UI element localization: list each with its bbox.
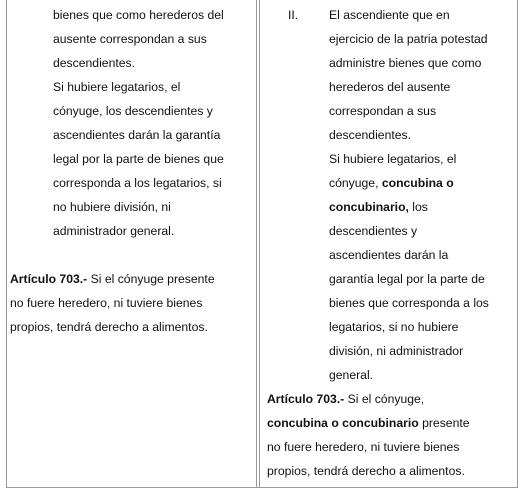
right-par2-line — [329, 176, 454, 191]
right-par2-line: Si hubiere legatarios, el — [329, 152, 457, 166]
right-par2-line — [329, 200, 428, 215]
right-article-703-line: propios, tendrá derecho a alimentos. — [267, 464, 465, 478]
right-par2-line: ascendientes darán la — [329, 248, 449, 262]
right-article-703-bold-text: concubina o concubinario — [267, 416, 419, 430]
left-par1-line: ausente correspondan a sus — [53, 32, 207, 46]
right-par2-text: los — [412, 200, 428, 214]
left-article-703-heading: Artículo 703.- — [10, 272, 88, 286]
left-article-703-line: no fuere heredero, ni tuviere bienes — [10, 296, 203, 310]
right-article-703-text: Si el cónyuge, — [347, 392, 425, 406]
right-par1-line: herederos del ausente — [329, 80, 451, 94]
left-par2-line: corresponda a los legatarios, si — [53, 176, 222, 190]
left-par2-line: no hubiere división, ni — [53, 200, 171, 214]
right-par1-line: descendientes. — [329, 128, 411, 142]
right-article-703-text: presente — [422, 416, 470, 430]
right-par2-line: garantía legal por la parte de — [329, 272, 485, 286]
right-par2-line: bienes que corresponda a los — [329, 296, 489, 310]
right-article-703-heading: Artículo 703.- — [267, 392, 345, 406]
left-par1-line: descendientes. — [53, 56, 135, 70]
right-roman-numeral: II. — [288, 8, 299, 22]
right-par2-bold-text: concubina o — [381, 176, 454, 190]
right-par1-line: administre bienes que como — [329, 56, 482, 70]
left-par2-line: cónyuge, los descendientes y — [53, 104, 213, 118]
right-article-703-line: no fuere heredero, ni tuviere bienes — [267, 440, 460, 454]
left-par2-line: Si hubiere legatarios, el — [53, 80, 181, 94]
right-par2-line: legatarios, si no hubiere — [329, 320, 459, 334]
right-par1-line: El ascendiente que en — [329, 8, 450, 22]
right-par2-text: cónyuge, — [329, 176, 379, 190]
left-par1-line: bienes que como herederos del — [53, 8, 224, 22]
column-divider-left — [256, 0, 257, 487]
right-par2-line: general. — [329, 368, 374, 382]
left-par2-line: legal por la parte de bienes que — [53, 152, 224, 166]
left-par2-line: administrador general. — [53, 224, 175, 238]
left-par2-line: ascendientes darán la garantía — [53, 128, 221, 142]
right-par2-bold-text: concubinario, — [329, 200, 409, 214]
comparison-table — [6, 0, 518, 488]
left-article-703-text: Si el cónyuge presente — [90, 272, 215, 286]
column-divider-right — [259, 0, 260, 487]
left-article-703-line: propios, tendrá derecho a alimentos. — [10, 320, 208, 334]
right-article-703-line — [267, 416, 470, 431]
right-par2-line: descendientes y — [329, 224, 418, 238]
right-par2-line: división, ni administrador — [329, 344, 464, 358]
left-article-703-line — [10, 272, 215, 287]
right-article-703-line — [267, 392, 424, 407]
right-par1-line: correspondan a sus — [329, 104, 437, 118]
right-par1-line: ejercicio de la patria potestad — [329, 32, 488, 46]
